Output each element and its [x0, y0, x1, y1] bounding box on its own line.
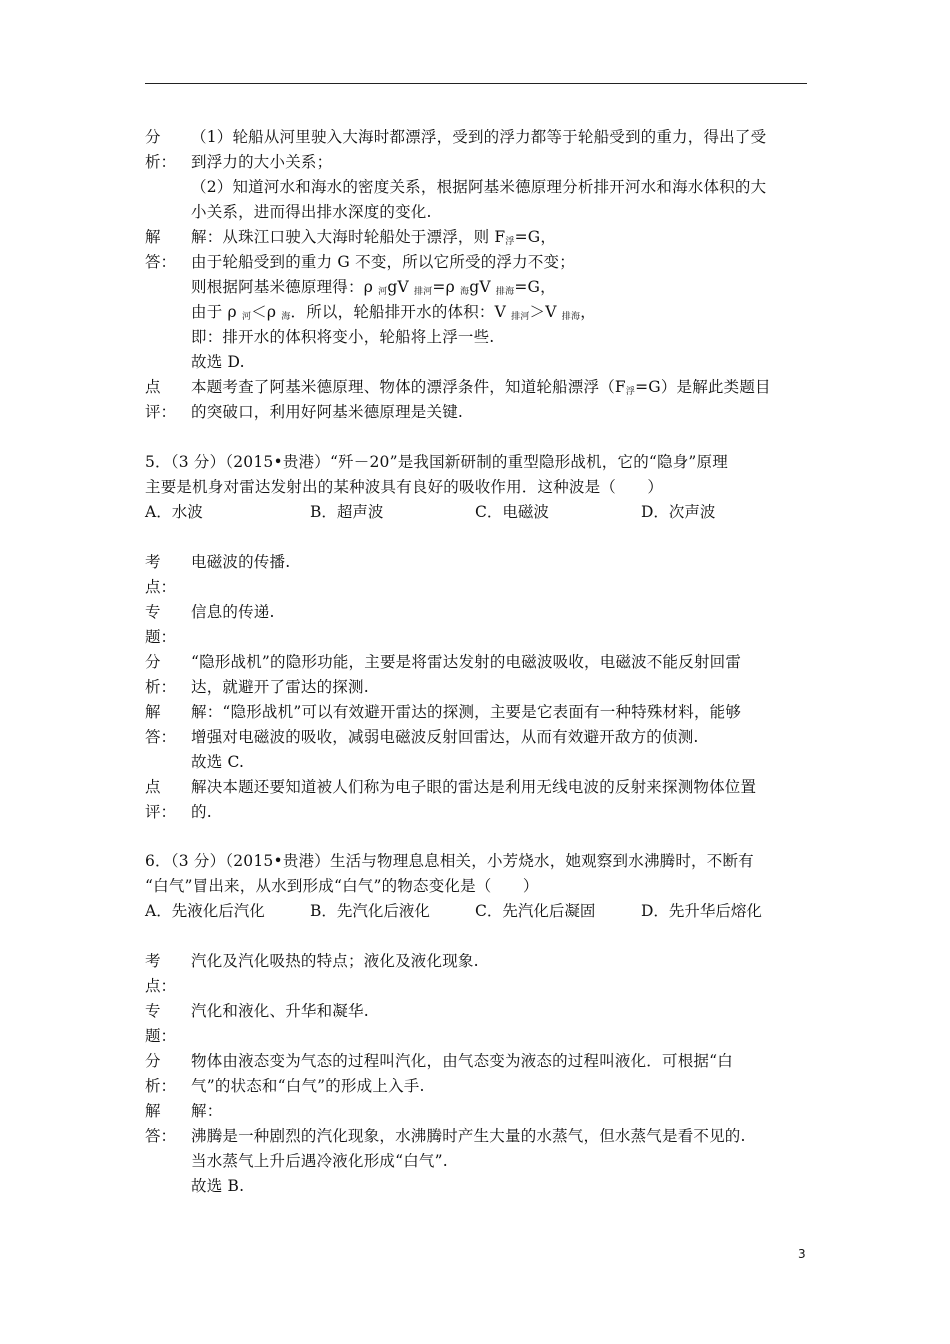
q6-analysis-line: 气”的状态和“白气”的形成上入手.	[191, 1077, 425, 1095]
q5-kaodian: 电磁波的传播.	[191, 553, 291, 571]
q6-answer-line: 故选 B.	[191, 1177, 245, 1195]
answer-line: 解：从珠江口驶入大海时轮船处于漂浮，则 $F_浮=G$，	[191, 228, 557, 247]
q6-option-d: D．先升华后熔化	[641, 902, 762, 920]
q5-zhuanti: 信息的传递.	[191, 603, 275, 621]
q5-answer-line: 解：“隐形战机”可以有效避开雷达的探测，主要是它表面有一种特殊材料，能够	[191, 703, 742, 721]
q6-kaodian: 汽化及汽化吸热的特点；液化及液化现象.	[191, 952, 479, 970]
answer-line: 即：排开水的体积将变小，轮船将上浮一些.	[191, 328, 495, 346]
label-zhuan: 专	[145, 603, 161, 621]
label-da: 答：	[145, 728, 177, 746]
analysis-line: （2）知道河水和海水的密度关系，根据阿基米德原理分析排开河水和海水体积的大	[191, 178, 767, 196]
q6-option-b: B．先汽化后液化	[310, 902, 430, 920]
analysis-line: 小关系，进而得出排水深度的变化.	[191, 203, 432, 221]
q6-option-a: A．先液化后汽化	[145, 902, 265, 920]
analysis-line: 到浮力的大小关系；	[191, 153, 333, 171]
label-kao: 考	[145, 553, 161, 571]
page-number: 3	[798, 1247, 806, 1261]
analysis-line: （1）轮船从河里驶入大海时都漂浮，受到的浮力都等于轮船受到的重力，得出了受	[191, 128, 767, 146]
label-zhuan: 专	[145, 1002, 161, 1020]
q6-answer-line: 沸腾是一种剧烈的汽化现象，水沸腾时产生大量的水蒸气，但水蒸气是看不见的.	[191, 1127, 746, 1145]
q6-analysis-line: 物体由液态变为气态的过程叫汽化，由气态变为液态的过程叫液化．可根据“白	[191, 1052, 733, 1070]
answer-line: 故选 D.	[191, 353, 245, 371]
q5-analysis-line: 达，就避开了雷达的探测.	[191, 678, 369, 696]
answer-line: 由于轮船受到的重力 G 不变，所以它所受的浮力不变；	[191, 253, 575, 271]
q6-stem: “白气”冒出来，从水到形成“白气”的物态变化是（ ）	[145, 877, 539, 895]
label-xi: 析：	[145, 153, 177, 171]
q6-option-c: C．先汽化后凝固	[475, 902, 596, 920]
label-jie: 解	[145, 1102, 161, 1120]
label-fen: 分	[145, 1052, 161, 1070]
answer-line: 由于 ρ $_河$＜ρ $_海$．所以，轮船排开水的体积：V $_{排河}$＞V $_{排海}$，	[191, 303, 596, 322]
label-xi: 析：	[145, 678, 177, 696]
label-ti: 题：	[145, 628, 177, 646]
label-kao: 考	[145, 952, 161, 970]
q5-answer-line: 故选 C.	[191, 753, 245, 771]
q5-stem: 主要是机身对雷达发射出的某种波具有良好的吸收作用．这种波是（ ）	[145, 478, 664, 496]
q6-zhuanti: 汽化和液化、升华和凝华.	[191, 1002, 369, 1020]
label-dian2: 点：	[145, 578, 177, 596]
label-dian: 点	[145, 778, 161, 796]
comment-line: 本题考查了阿基米德原理、物体的漂浮条件，知道轮船漂浮$(F_浮=G)$是解此类题目	[191, 378, 771, 397]
q5-option-a: A．水波	[145, 503, 203, 521]
label-da: 答：	[145, 1127, 177, 1145]
label-dian: 点	[145, 378, 161, 396]
label-da: 答：	[145, 253, 177, 271]
label-xi: 析：	[145, 1077, 177, 1095]
q5-answer-line: 增强对电磁波的吸收，减弱电磁波反射回雷达，从而有效避开敌方的侦测.	[191, 728, 699, 746]
q5-option-c: C．电磁波	[475, 503, 549, 521]
q5-comment-line: 的.	[191, 803, 212, 821]
label-jie: 解	[145, 228, 161, 246]
q5-comment-line: 解决本题还要知道被人们称为电子眼的雷达是利用无线电波的反射来探测物体位置	[191, 778, 757, 796]
q6-stem: 6．（3 分）（2015•贵港）生活与物理息息相关，小芳烧水，她观察到水沸腾时，不断有	[145, 852, 754, 870]
q5-stem: 5．（3 分）（2015•贵港）“歼－20”是我国新研制的重型隐形战机，它的“隐身”原理	[145, 453, 728, 471]
label-ping: 评：	[145, 403, 177, 421]
label-fen: 分	[145, 128, 161, 146]
answer-line: 则根据阿基米德原理得：ρ $_河$gV $_{排河}$=ρ $_海$gV $_{排海}$=G，	[191, 278, 556, 297]
q5-option-b: B．超声波	[310, 503, 384, 521]
label-ping: 评：	[145, 803, 177, 821]
label-dian2: 点：	[145, 977, 177, 995]
q6-answer-line: 解：	[191, 1102, 223, 1120]
comment-line: 的突破口，利用好阿基米德原理是关键.	[191, 403, 464, 421]
label-jie: 解	[145, 703, 161, 721]
header-rule	[145, 83, 807, 84]
label-ti: 题：	[145, 1027, 177, 1045]
q5-option-d: D．次声波	[641, 503, 716, 521]
q6-answer-line: 当水蒸气上升后遇冷液化形成“白气”.	[191, 1152, 448, 1170]
q5-analysis-line: “隐形战机”的隐形功能，主要是将雷达发射的电磁波吸收，电磁波不能反射回雷	[191, 653, 742, 671]
label-fen: 分	[145, 653, 161, 671]
